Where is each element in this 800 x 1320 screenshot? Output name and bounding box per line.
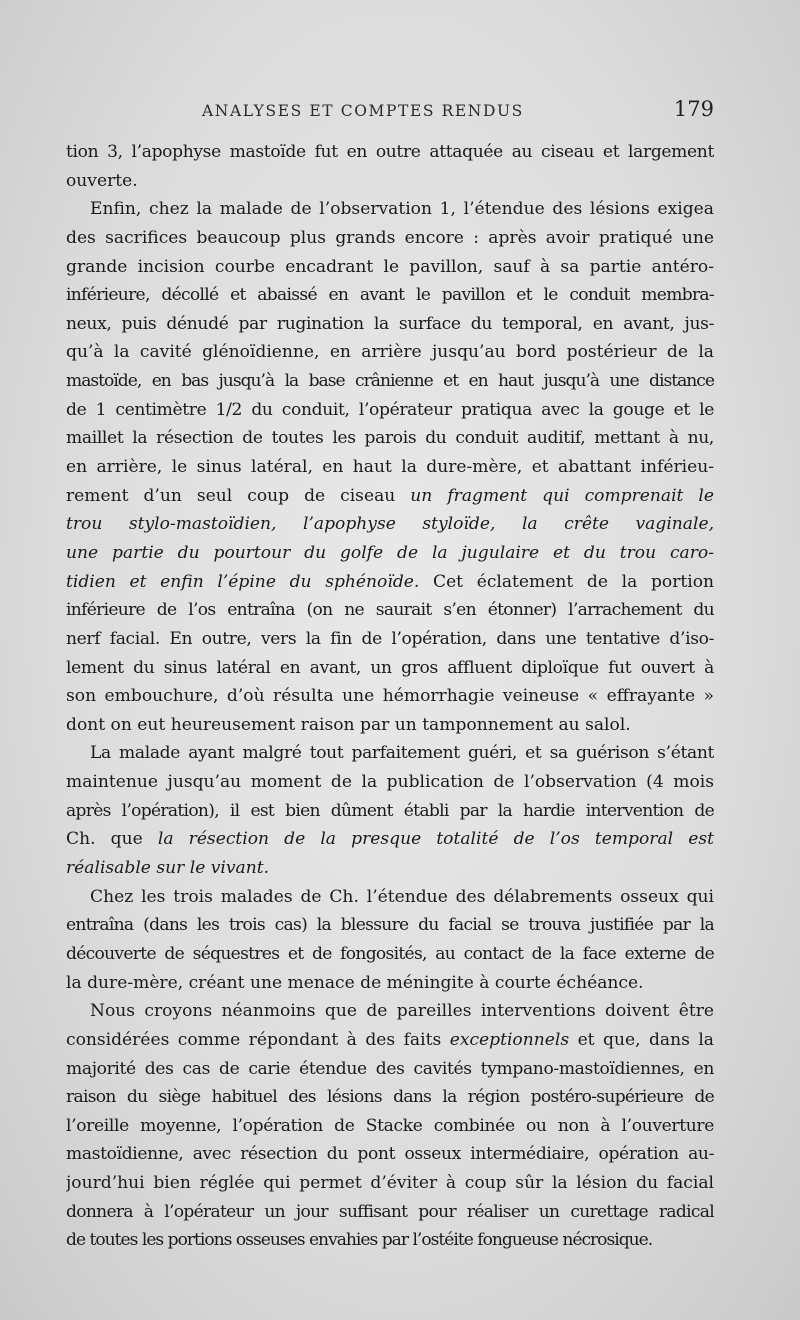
- text-line: tion 3, l’apophyse mastoïde fut en outre attaquée au ciseau et largement: [66, 142, 714, 162]
- paragraph-start-line: La malade ayant malgré tout parfaitement guéri, et sa guérison s’étant: [90, 743, 714, 764]
- text-line: mastoïdienne, avec résection du pont osseux intermédiaire, opération au-: [66, 1144, 714, 1165]
- italic-phrase: un fragment qui comprenait le: [410, 485, 714, 506]
- running-header: [66, 97, 714, 130]
- text-line: maintenue jusqu’au moment de la publication de l’observation (4 mois: [66, 772, 714, 793]
- body-text: [66, 138, 714, 1255]
- italic-phrase: la résection de la presque totalité de l’os temporal est: [157, 829, 714, 850]
- text-line: découverte de séquestres et de fongosités, au contact de la face externe de: [66, 943, 714, 964]
- text-line: [66, 539, 714, 568]
- text-line: de 1 centimètre 1/2 du conduit, l’opérateur pratiqua avec la gouge et le: [66, 399, 714, 420]
- text-line: Ch. que la résection de la presque totalité de l’os temporal est: [66, 829, 714, 850]
- text-line: neux, puis dénudé par rugination la surface du temporal, en avant, jus-: [66, 313, 714, 334]
- text-line: qu’à la cavité glénoïdienne, en arrière jusqu’au bord postérieur de la: [66, 342, 714, 363]
- italic-phrase: réalisable sur le vivant.: [66, 858, 270, 879]
- text-line: après l’opération), il est bien dûment établi par la hardie intervention de: [66, 800, 714, 821]
- text-line: nerf facial. En outre, vers la fin de l’opération, dans une tentative d’iso-: [66, 628, 714, 649]
- text-line: rement d’un seul coup de ciseau un fragment qui comprenait le: [66, 485, 714, 506]
- text-line: tidien et enfin l’épine du sphénoïde. Cet éclatement de la portion: [66, 571, 714, 592]
- text-line: dont on eut heureusement raison par un tamponnement au salol.: [66, 714, 631, 735]
- text-line: [66, 510, 714, 539]
- text-line: la dure-mère, créant une menace de méningite à courte échéance.: [66, 972, 644, 993]
- text-line: en arrière, le sinus latéral, en haut la dure-mère, et abattant inférieu-: [66, 457, 714, 478]
- running-title: ANALYSES ET COMPTES RENDUS: [202, 102, 524, 120]
- text-line: mastoïde, en bas jusqu’à la base crânienne et en haut jusqu’à une distance: [66, 371, 714, 392]
- paragraph-start-line: Enfin, chez la malade de l’observation 1, l’étendue des lésions exigea: [90, 199, 714, 220]
- text-line: son embouchure, d’où résulta une hémorrhagie veineuse « effrayante »: [66, 686, 714, 707]
- text-line: inférieure, décollé et abaissé en avant le pavillon et le conduit membra-: [66, 285, 714, 306]
- text-line: jourd’hui bien réglée qui permet d’éviter à coup sûr la lésion du facial: [66, 1173, 714, 1194]
- text-line: ouverte.: [66, 170, 138, 191]
- italic-phrase: exceptionnels: [449, 1029, 570, 1050]
- text-line: l’oreille moyenne, l’opération de Stacke combinée ou non à l’ouverture: [66, 1115, 714, 1136]
- italic-phrase: une partie du pourtour du golfe de la jugulaire et du trou caro-: [66, 542, 714, 563]
- text-line: inférieure de l’os entraîna (on ne saurait s’en étonner) l’arrachement du: [66, 600, 714, 621]
- text-line: donnera à l’opérateur un jour suffisant pour réaliser un curettage radical: [66, 1201, 714, 1222]
- text-line: entraîna (dans les trois cas) la blessure du facial se trouva justifiée par la: [66, 915, 714, 936]
- text-line: des sacrifices beaucoup plus grands encore : après avoir pratiqué une: [66, 227, 714, 248]
- text-line: lement du sinus latéral en avant, un gros affluent diploïque fut ouvert à: [66, 657, 714, 678]
- text-line: de toutes les portions osseuses envahies par l’ostéite fongueuse nécrosique.: [66, 1230, 653, 1251]
- text-line: considérées comme répondant à des faits exceptionnels et que, dans la: [66, 1029, 714, 1050]
- text-line: maillet la résection de toutes les parois du conduit auditif, mettant à nu,: [66, 428, 714, 449]
- italic-phrase: trou stylo-mastoïdien, l’apophyse styloïde, la crête vaginale,: [66, 514, 714, 535]
- page-number: 179: [673, 97, 714, 121]
- paragraph-start-line: Chez les trois malades de Ch. l’étendue des délabrements osseux qui: [90, 886, 714, 907]
- paragraph-start-line: Nous croyons néanmoins que de pareilles interventions doivent être: [90, 1001, 714, 1022]
- text-line: majorité des cas de carie étendue des cavités tympano-mastoïdiennes, en: [66, 1058, 714, 1079]
- text-line: grande incision courbe encadrant le pavillon, sauf à sa partie antéro-: [66, 256, 714, 277]
- italic-phrase: tidien et enfin l’épine du sphénoïde.: [66, 571, 420, 592]
- text-line: [66, 854, 714, 883]
- text-line: raison du siège habituel des lésions dans la région postéro-supérieure de: [66, 1087, 714, 1108]
